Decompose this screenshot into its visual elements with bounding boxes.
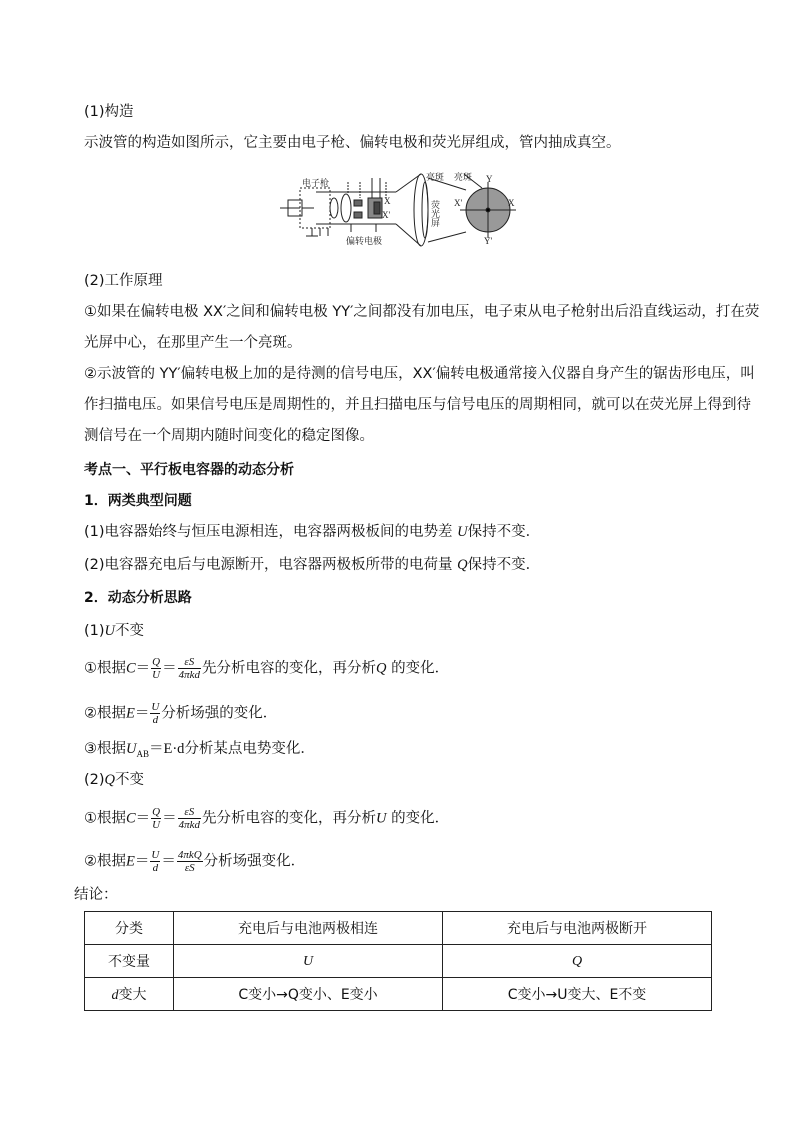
fraction-es-over-4pikd: $\frac{\varepsilon S}{\text{4πkd}}$ [178,806,201,831]
label-x-plate: X [384,196,391,206]
formula-potential: ③根据$U_{AB}=E\cdot d$分析某点电势变化． [84,741,315,759]
fraction-q-over-u: $\frac{Q}{U}$ [152,806,161,831]
conclusion-label: 结论： [74,887,118,903]
principle-p1-line1: ①如果在偏转电极 XX′之间和偏转电极 YY′之间都没有加电压，电子束从电子枪射出后沿直线运动，打在荧 [84,304,760,320]
principle-p2-line3: 测信号在一个周期内随时间变化的稳定图像。 [84,428,374,444]
oscilloscope-tube-diagram [276,170,526,252]
topic-title: 考点一、平行板电容器的动态分析 [84,462,294,478]
fraction-u-over-d: $\frac{U}{d}$ [151,701,160,726]
label-bright-spot-1: 亮斑 [426,173,445,183]
fraction-q-over-u: $\frac{Q}{U}$ [152,656,161,681]
table-cell: U [174,945,443,978]
table-header-category: 分类 [85,912,174,945]
table-cell: d变大 [85,978,174,1011]
table-cell: C变小→Q变小、E变小 [174,978,443,1011]
section-heading-structure: (1)构造 [84,104,134,120]
principle-p2-line2: 作扫描电压。如果信号电压是周期性的，并且扫描电压与信号电压的周期相同，就可以在荧光屏上得到待 [84,397,751,413]
label-xp-axis: X' [454,198,463,208]
label-xp-plate: X' [382,210,391,220]
case-u-constant-heading: (1)U不变 [84,623,145,639]
structure-paragraph: 示波管的构造如图所示，它主要由电子枪、偏转电极和荧光屏组成，管内抽成真空。 [84,135,621,151]
table-row [85,912,712,945]
label-deflection-electrode: 偏转电极 [346,237,383,247]
label-x-axis: X [508,198,515,208]
table-header-connected: 充电后与电池两极相连 [174,912,443,945]
formula-capacitance-q: ①根据C＝ $\frac{Q}{U}$ ＝ $\frac{\varepsilon S}{\text{4πkd}}$ 先分析电容的变化，再分析U 的变化． [84,806,450,831]
case-q-constant-heading: (2)Q不变 [84,772,145,788]
fraction-4pikq-over-es: $\frac{\text{4πkQ}}{\varepsilon S}$ [177,849,202,874]
item-constant-voltage: (1)电容器始终与恒压电源相连，电容器两极板间的电势差 U保持不变． [84,524,541,540]
fraction-es-over-4pikd: $\frac{\varepsilon S}{\text{4πkd}}$ [178,656,201,681]
table-cell: C变小→U变大、E不变 [443,978,712,1011]
table-cell: 不变量 [85,945,174,978]
formula-field-q: ②根据E＝ $\frac{U}{d}$ ＝ $\frac{\text{4πkQ}}{\varepsilon S}$ 分析场强变化． [84,849,306,874]
principle-p2-line1: ②示波管的 YY′偏转电极上加的是待测的信号电压，XX′偏转电极通常接入仪器自身产生的锯齿形电压，叫 [84,366,755,382]
section-heading-principle: (2)工作原理 [84,273,163,289]
table-row [85,945,712,978]
label-fluorescent-screen: 荧光屏 [429,200,439,227]
conclusion-table [84,911,712,1011]
label-electron-gun: 电子枪 [302,179,330,189]
formula-capacitance-u: ①根据C＝ $\frac{Q}{U}$ ＝ $\frac{\varepsilon S}{\text{4πkd}}$ 先分析电容的变化，再分析Q 的变化． [84,656,450,681]
principle-p1-line2: 光屏中心，在那里产生一个亮斑。 [84,335,302,351]
table-cell: Q [443,945,712,978]
formula-field-u: ②根据E＝ $\frac{U}{d}$ 分析场强的变化． [84,701,278,726]
item-constant-charge: (2)电容器充电后与电源断开，电容器两极板所带的电荷量 Q保持不变． [84,557,541,573]
label-y-axis: Y [486,174,493,184]
label-yp-axis: Y' [484,236,493,246]
table-row [85,978,712,1011]
fraction-u-over-d: $\frac{U}{d}$ [151,849,160,874]
label-bright-spot-2: 亮斑 [454,173,473,183]
subheading-two-types: 1．两类典型问题 [84,493,192,509]
subheading-analysis: 2．动态分析思路 [84,590,192,606]
table-header-disconnected: 充电后与电池两极断开 [443,912,712,945]
